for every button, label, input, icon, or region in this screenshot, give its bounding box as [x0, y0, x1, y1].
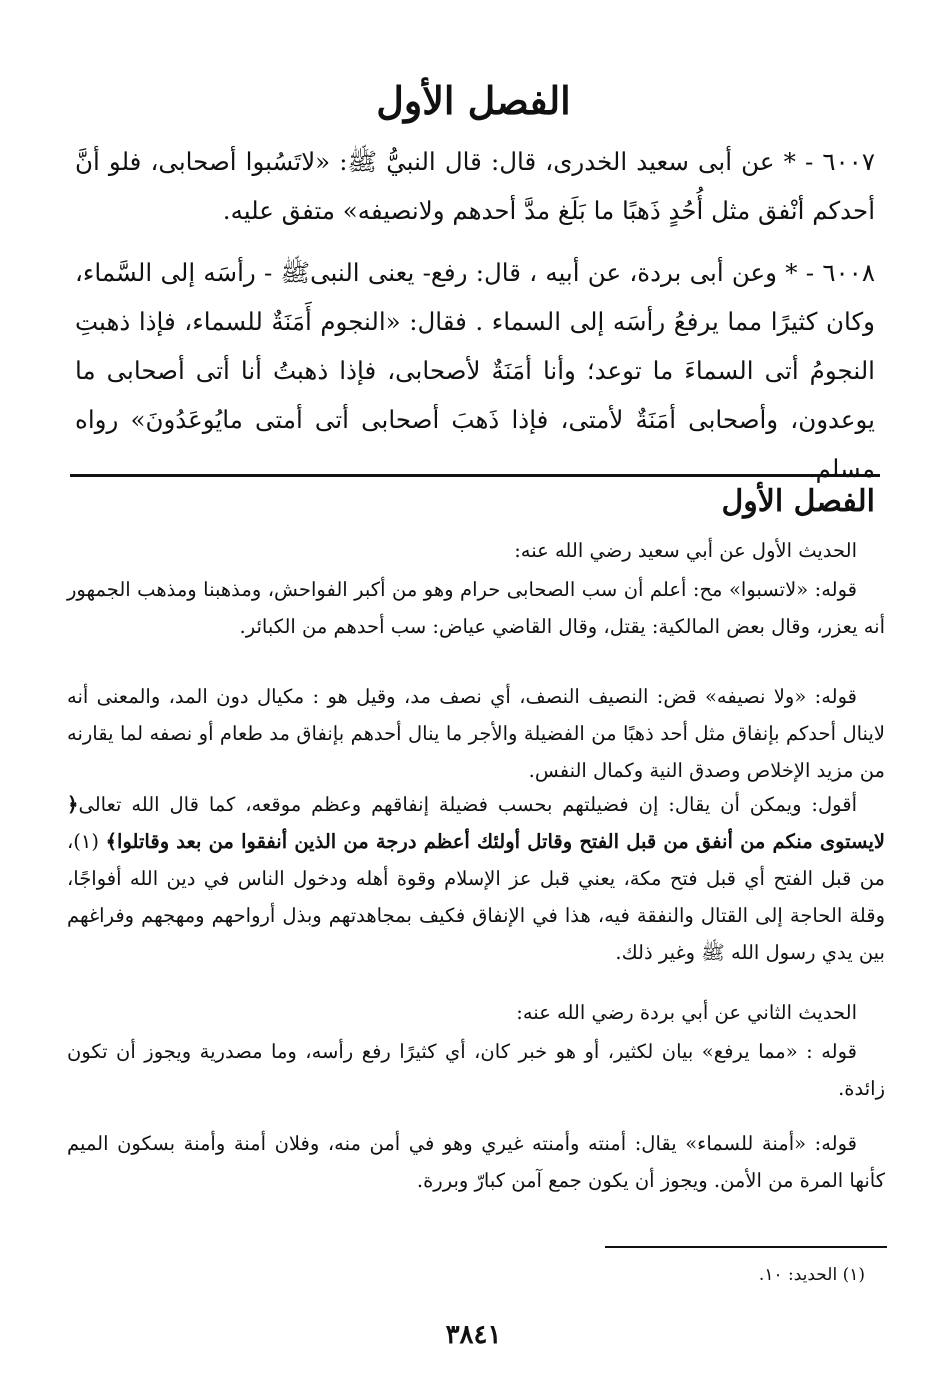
hadith-number: ٦٠٠٧ - *	[774, 147, 875, 176]
commentary-paragraph: قوله: «أمنة للسماء» يقال: أمنته وأمنته غيري وهو في أمن منه، وفلان أمنة وأمنة بسكون الميم كأنها المرة من الأمن. ويجوز أن يكون جمع آمن كبارّ وبررة.	[67, 1132, 885, 1192]
hadith-text: عن أبى سعيد الخدرى، قال: قال النبيُّ ﷺ: «لاتَسُبوا أصحابى، فلو أنَّ أحدكم أنْفق مثل أُحُدٍ ذَهبًا ما بَلَغ مدَّ أحدهم ولانصيفه» متفق عليه.	[75, 147, 875, 225]
commentary-paragraph: قوله: «لاتسبوا» مح: أعلم أن سب الصحابى حرام وهو من أكبر الفواحش، ومذهبنا ومذهب الجمهور أنه يعزر، وقال بعض المالكية: يقتل، وقال القاضي عياض: سب أحدهم من الكبائر.	[67, 578, 885, 638]
commentary-paragraph: أقول: ويمكن أن يقال: إن فضيلتهم بحسب فضيلة إنفاقهم وعظم موقعه، كما قال الله تعالى﴿ لايستوى منكم من أنفق من قبل الفتح وقاتل أولئك أعظم درجة من الذين أنفقوا من بعد وقاتلوا﴾ (١)، من قبل الفتح أي قبل فتح مكة، يعني قبل عز الإسلام وقوة أهله ودخول الناس في دين الله أفواجًا، وقلة الحاجة إلى القتال والنفقة فيه، هذا في الإنفاق فكيف بمجاهدتهم وبذل أرواحهم ومهجهم وفراغهم بين يدي رسول الله ﷺ وغير ذلك.	[67, 793, 886, 964]
page-number: ٣٨٤١	[445, 1320, 502, 1350]
section-divider	[70, 474, 880, 477]
footnote-reference: (١)	[73, 830, 106, 853]
hadith-text: وعن أبى بردة، عن أبيه ، قال: رفع- يعنى النبىﷺ - رأسَه إلى السَّماء، وكان كثيرًا مما يرفعُ رأسَه إلى السماء . فقال: «النجوم أَمَنَةٌ للسماء، فإذا ذهبتِ النجومُ أتى السماءَ ما توعد؛ وأنا أمَنَةٌ لأصحابى، فإذا ذهبتُ أنا أتى أصحابى ما يوعدون، وأصحابى أمَنَةٌ لأمتى، فإذا ذَهبَ أصحابى أتى أمتى مايُوعَدُونَ» رواه مسلم.	[75, 258, 875, 483]
commentary-paragraph: قوله : «مما يرفع» بيان لكثير، أو هو خبر كان، أي كثيرًا رفع رأسه، وما مصدرية ويجوز أن تكون زائدة.	[67, 1040, 885, 1100]
hadith-number: ٦٠٠٨ - *	[777, 258, 875, 287]
commentary-title: الفصل الأول	[721, 484, 875, 519]
commentary-paragraph: قوله: «ولا نصيفه» قض: النصيف النصف، أي نصف مد، وقيل هو : مكيال دون المد، والمعنى أنه لاينال أحدكم بإنفاق مثل أحد ذهبًا من الفضيلة والأجر ما ينال أحدهم بإنفاق مد طعام أو نصفه لما يقارنه من مزيد الإخلاص وصدق النية وكمال النفس.	[67, 685, 885, 782]
footnote: (١) الحديد: ١٠.	[758, 1265, 865, 1285]
chapter-title: الفصل الأول	[376, 78, 571, 123]
hadith-6007	[75, 137, 875, 235]
commentary-subheading: الحديث الثاني عن أبي بردة رضي الله عنه:	[516, 1001, 857, 1024]
quran-verse: ﴿ لايستوى منكم من أنفق من قبل الفتح وقاتل أولئك أعظم درجة من الذين أنفقوا من بعد وقاتلوا﴾	[67, 793, 886, 853]
hadith-6008	[75, 248, 875, 493]
commentary-subheading: الحديث الأول عن أبي سعيد رضي الله عنه:	[514, 539, 857, 562]
footnote-separator	[605, 1246, 887, 1248]
